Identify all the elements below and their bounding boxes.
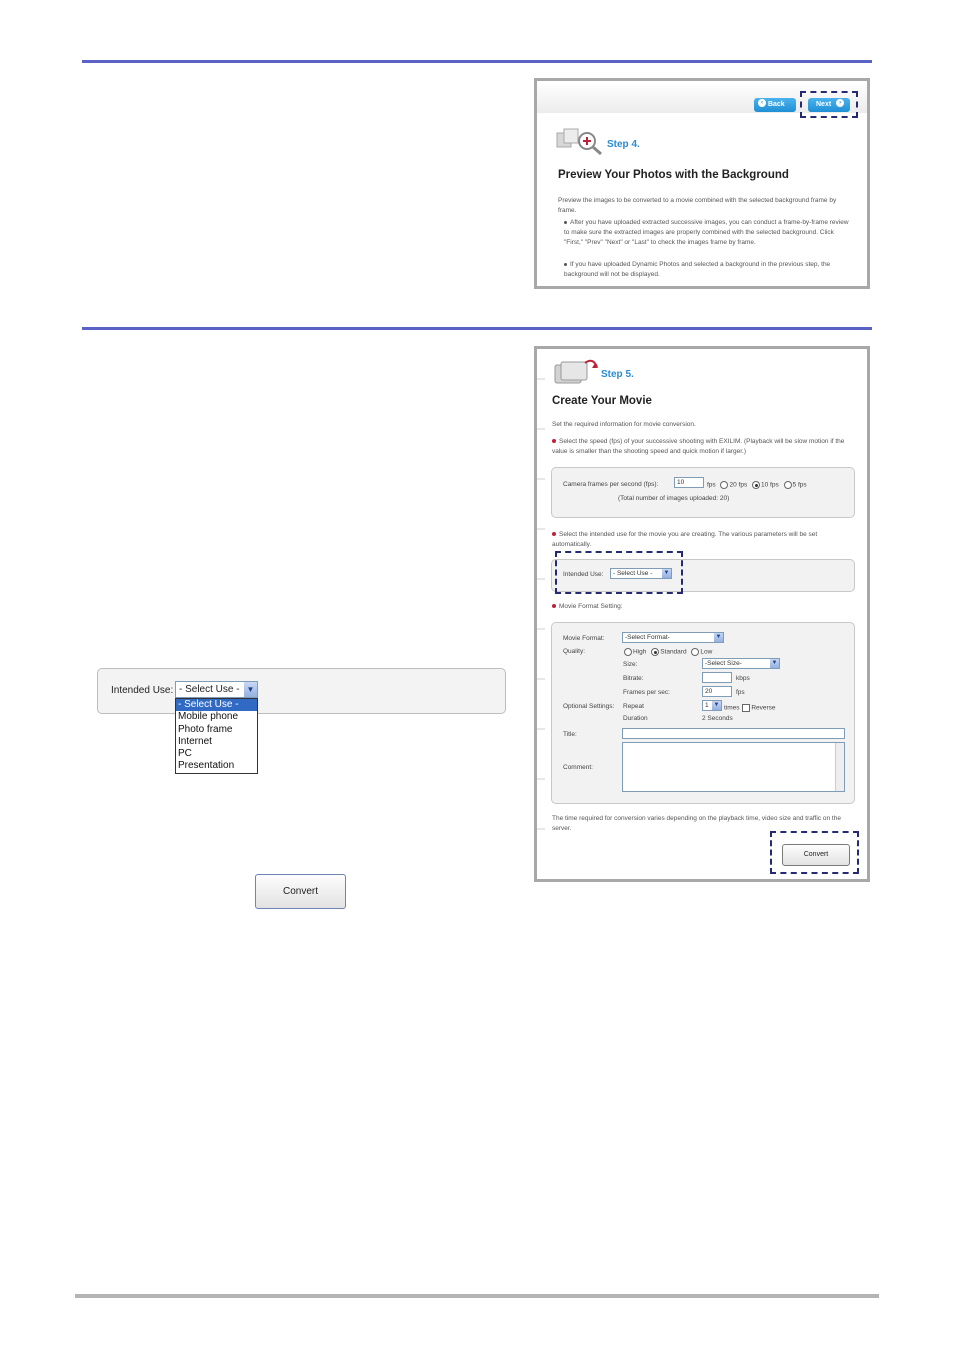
quality-high-radio[interactable]: [624, 648, 632, 656]
quality-high-label: High: [633, 648, 647, 656]
total-images-text: (Total number of images uploaded: 20): [618, 495, 730, 502]
frames-per-sec-label: Frames per sec:: [623, 689, 670, 696]
step5-label: Step 5.: [601, 369, 634, 380]
movie-format-label: Movie Format:: [563, 635, 605, 642]
zoom-convert-button[interactable]: Convert: [255, 874, 346, 909]
back-arrow-icon: ‹: [758, 99, 766, 107]
step4-intro: Preview the images to be converted to a movie combined with the selected background frame by frame.: [558, 197, 837, 214]
movie-format-select[interactable]: [622, 632, 724, 643]
bitrate-input[interactable]: [702, 672, 732, 683]
movie-format-value: -Select Format-: [625, 634, 670, 641]
step4-title: Preview Your Photos with the Background: [558, 169, 789, 181]
dropdown-option-photo-frame[interactable]: Photo frame: [178, 723, 233, 735]
intended-use-highlight: [555, 551, 683, 594]
comment-scrollbar[interactable]: [835, 743, 844, 791]
repeat-options: [724, 704, 776, 712]
step4-bullet-2-text: If you have uploaded Dynamic Photos and selected a background in the previous step, the background will not be displayed.: [564, 261, 831, 278]
fps-label: Camera frames per second (fps):: [563, 481, 659, 488]
intended-use-value: - Select Use -: [613, 570, 653, 577]
quality-standard-label: Standard: [660, 648, 687, 656]
fps-5-radio[interactable]: [784, 481, 792, 489]
fps-panel: [551, 467, 855, 518]
zoom-selected-value: - Select Use -: [179, 684, 240, 695]
section-divider-middle: [82, 327, 872, 330]
convert-button[interactable]: Convert: [782, 844, 850, 866]
sidebar-ticks: [537, 349, 545, 879]
quality-low-label: Low: [700, 648, 713, 656]
repeat-select[interactable]: [702, 700, 722, 711]
step4-bullet-1-text: After you have uploaded extracted successive images, you can conduct a frame-by-frame review to make sure the extracted images are properly combined with the selected background. Click "First," "Prev" "Next" or "Last" to check the images frame by frame.: [564, 219, 849, 246]
dropdown-option-pc[interactable]: PC: [178, 748, 192, 760]
conversion-time-note: The time required for conversion varies depending on the playback time, video size and traffic on the server.: [552, 815, 841, 832]
format-heading-text: Movie Format Setting:: [559, 603, 623, 610]
bitrate-unit: kbps: [736, 675, 750, 682]
times-label: times: [724, 704, 740, 712]
step5-title: Create Your Movie: [552, 395, 652, 407]
chevron-down-icon: ▼: [715, 634, 722, 640]
chevron-down-icon: ▼: [713, 702, 720, 708]
step5-screenshot: [534, 346, 870, 882]
comment-textarea[interactable]: [622, 742, 845, 792]
next-button-highlight: [800, 91, 858, 118]
zoom-intended-use-label: Intended Use:: [111, 685, 174, 696]
dropdown-option-mobile-phone[interactable]: Mobile phone: [178, 711, 239, 723]
fps-10-radio[interactable]: [752, 481, 760, 489]
chevron-down-icon: ▼: [771, 660, 778, 666]
fps-20-radio[interactable]: [720, 481, 728, 489]
red-bullet-icon: [552, 604, 556, 608]
back-button-label: Back: [767, 101, 785, 108]
fps-input[interactable]: 10: [674, 477, 704, 488]
size-label: Size:: [623, 661, 638, 668]
optional-settings-label: Optional Settings:: [563, 703, 615, 710]
chevron-down-icon: ▼: [244, 682, 257, 697]
movie-format-panel: [551, 622, 855, 804]
frames-per-sec-input[interactable]: 20: [702, 686, 732, 697]
title-label: Title:: [563, 731, 577, 738]
size-value: -Select Size-: [705, 660, 742, 667]
red-bullet-icon: [552, 532, 556, 536]
bitrate-label: Bitrate:: [623, 675, 644, 682]
zoom-dropdown-list: [175, 698, 258, 774]
use-note-text: Select the intended use for the movie you are creating. The various parameters will be set automatically.: [552, 531, 818, 548]
fps-5-label: 5 fps: [792, 481, 807, 489]
dropdown-option-presentation[interactable]: Presentation: [178, 760, 235, 772]
dropdown-option-select-use[interactable]: - Select Use -: [176, 699, 257, 711]
repeat-label: Repeat: [623, 703, 644, 710]
reverse-checkbox[interactable]: [742, 704, 750, 712]
step4-label: Step 4.: [607, 139, 640, 150]
section-divider-top: [82, 60, 872, 63]
speed-note-text: Select the speed (fps) of your successive shooting with EXILIM. (Playback will be slow motion if the value is smaller than the shooting speed and quick motion if larger.): [552, 438, 845, 455]
chevron-down-icon: ▼: [663, 570, 670, 576]
bullet-icon: [564, 263, 567, 266]
footer-divider: [75, 1294, 879, 1298]
fps-20-label: 20 fps: [729, 481, 748, 489]
convert-button-highlight: [770, 831, 859, 874]
speed-note: [552, 437, 848, 457]
duration-value: 2 Seconds: [702, 715, 733, 722]
red-bullet-icon: [552, 439, 556, 443]
preview-step-icon: [555, 127, 605, 155]
step5-intro: Set the required information for movie conversion.: [552, 421, 696, 428]
title-input[interactable]: [622, 728, 845, 739]
repeat-value: 1: [705, 702, 709, 709]
fps-options: [707, 481, 807, 489]
movie-step-icon: [551, 357, 601, 389]
next-button-label: Next: [816, 101, 832, 108]
step4-bullet-2: [564, 260, 850, 280]
frames-per-sec-unit: fps: [736, 689, 745, 696]
bullet-icon: [564, 221, 567, 224]
duration-label: Duration: [623, 715, 648, 722]
step4-bullet-1: [564, 218, 850, 248]
quality-options: [621, 648, 712, 656]
comment-label: Comment:: [563, 764, 593, 771]
zoom-intended-use-panel: [97, 668, 506, 714]
quality-label: Quality:: [563, 648, 586, 655]
intended-use-label: Intended Use:: [563, 571, 604, 578]
quality-standard-radio[interactable]: [651, 648, 659, 656]
fps-10-label: 10 fps: [761, 481, 779, 489]
fps-unit: fps: [707, 481, 716, 489]
size-select[interactable]: [702, 658, 780, 669]
back-button[interactable]: [754, 98, 796, 112]
reverse-label: Reverse: [751, 704, 776, 712]
use-note: [552, 530, 848, 550]
zoom-intended-use-select[interactable]: [175, 681, 258, 698]
next-arrow-icon: ›: [836, 99, 844, 107]
dropdown-option-internet[interactable]: Internet: [178, 735, 212, 747]
format-heading: [552, 602, 623, 612]
quality-low-radio[interactable]: [691, 648, 699, 656]
